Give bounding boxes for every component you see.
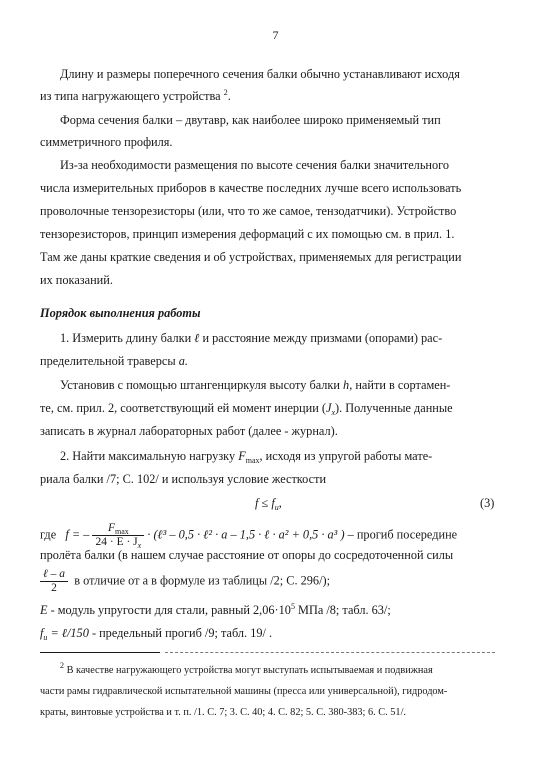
- paragraph-line: симметричного профиля.: [40, 135, 173, 149]
- paragraph-line: те, см. прил. 2, соответствующий ей момент инерции $(J_x)$. Полученные данные: [40, 401, 453, 417]
- footnote-line: $^2$ В качестве нагружающего устройства могут выступать испытываемая и подвижная: [60, 661, 433, 676]
- paragraph-line: Там же даны краткие сведения и об устройствах, применяемых для регистрации: [40, 250, 462, 264]
- footnote-line: части рамы гидравлической испытательной машины (пресса или универсальной), гидродом-: [40, 686, 448, 697]
- footnote-ref: 2: [223, 88, 228, 97]
- footnote-line: краты, винтовые устройства и т. п. /1. С. 7; 3. С. 40; 4. С. 82; 5. С. 380-383; 6. С. 51/.: [40, 707, 407, 718]
- footnote-separator: [40, 652, 160, 653]
- paragraph-line: Длину и размеры поперечного сечения балки обычно устанавливают исходя: [60, 67, 460, 81]
- explanation-line: E - модуль упругости для стали, равный $2,06\cdot 10^5$ МПа /8; табл. 63/;: [40, 602, 391, 617]
- equation-number: (3): [480, 496, 495, 510]
- step-line: 1. Измерить длину балки ℓ и расстояние между призмами (опорами) рас-: [60, 331, 443, 345]
- explanation-line: $\frac{\text{ℓ – a}}{2}$ в отличие от a в формуле из таблицы /2; С. 296/);: [40, 568, 330, 595]
- paragraph-line: записать в журнал лабораторных работ (далее - журнал).: [40, 424, 338, 438]
- deflection-formula: где f = – $\frac{F_{max}}{24 \cdot E \cdot J_x}$ · (ℓ³ – 0,5 · ℓ² · a – 1,5 · ℓ · a² + 0,5 · a³ ) – прогиб посередине: [40, 522, 458, 550]
- explanation-line: $f_u$ = ℓ/150 - предельный прогиб /9; табл. 19/ .: [40, 626, 273, 642]
- explanation-line: пролёта балки (в нашем случае расстояние от опоры до сосредоточенной силы: [40, 548, 454, 562]
- step-line: риала балки /7; С. 102/ и используя условие жесткости: [40, 472, 327, 486]
- paragraph-line: из типа нагружающего устройства $^2$.: [40, 88, 231, 103]
- step-line: 2. Найти максимальную нагрузку $F_{max}$, исходя из упругой работы мате-: [60, 449, 433, 465]
- paragraph-line: Из-за необходимости размещения по высоте сечения балки значительного: [60, 158, 450, 172]
- paragraph-line: тензорезисторов, принцип измерения деформаций с их помощью см. в прил. 1.: [40, 227, 455, 241]
- half-span-fraction: $\frac{\text{ℓ – a}}{2}$: [40, 568, 68, 595]
- paragraph-line: их показаний.: [40, 273, 113, 287]
- page-number: 7: [272, 28, 279, 42]
- paragraph-line: проволочные тензорезисторы (или, что то же самое, тензодатчики). Устройство: [40, 204, 457, 218]
- scan-artifact-line: [165, 652, 495, 653]
- step-line: пределительной траверсы a.: [40, 354, 188, 368]
- formula-fraction: $\frac{F_{max}}{24 \cdot E \cdot J_x}$: [92, 522, 144, 549]
- paragraph-line: Форма сечения балки – двутавр, как наиболее широко применяемый тип: [60, 113, 441, 127]
- section-heading: Порядок выполнения работы: [40, 306, 201, 320]
- paragraph-line: числа измерительных приборов в качестве последних лучше всего использовать: [40, 181, 462, 195]
- paragraph-line: Установив с помощью штангенциркуля высоту балки h, найти в сортамен-: [60, 378, 451, 392]
- stiffness-condition: $f \le f_u$,: [255, 496, 282, 512]
